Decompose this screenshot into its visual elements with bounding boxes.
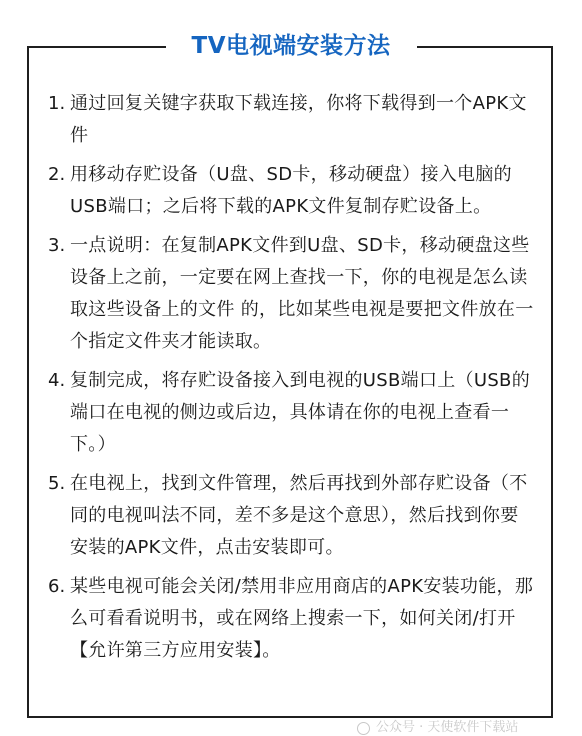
step-text: 用移动存贮设备（U盘、SD卡，移动硬盘）接入电脑的USB端口；之后将下载的APK文件复制存贮设备上。 <box>70 164 512 217</box>
page-title: TV电视端安装方法 <box>166 30 417 62</box>
step-text: 某些电视可能会关闭/禁用非应用商店的APK安装功能，那么可看看说明书，或在网络上搜索一下，如何关闭/打开【允许第三方应用安装】。 <box>70 576 534 661</box>
step-item-5 <box>48 468 534 564</box>
step-number: 6. <box>48 576 66 597</box>
step-text: 在电视上，找到文件管理，然后再找到外部存贮设备（不同的电视叫法不同，差不多是这个意思），然后找到你要安装的APK文件，点击安装即可。 <box>70 473 528 558</box>
watermark-text: 公众号 · 天使软件下载站 <box>376 720 519 735</box>
step-item-3 <box>48 230 534 358</box>
step-text: 复制完成，将存贮设备接入到电视的USB端口上（USB的端口在电视的侧边或后边，具体请在你的电视上查看一下。） <box>70 370 530 455</box>
step-item-6 <box>48 571 534 667</box>
step-text: 一点说明：在复制APK文件到U盘、SD卡，移动硬盘这些设备上之前，一定要在网上查找一下，你的电视是怎么读取这些设备上的文件 的，比如某些电视是要把文件放在一个指定文件夹才能读取。 <box>70 235 534 352</box>
step-number: 2. <box>48 164 66 185</box>
step-number: 4. <box>48 370 66 391</box>
watermark <box>357 720 518 736</box>
step-item-2 <box>48 159 534 223</box>
step-text: 通过回复关键字获取下载连接，你将下载得到一个APK文件 <box>70 93 527 146</box>
step-item-4 <box>48 365 534 461</box>
step-number: 3. <box>48 235 66 256</box>
step-item-1 <box>48 88 534 152</box>
step-number: 5. <box>48 473 66 494</box>
title-bar <box>0 30 582 62</box>
steps-list <box>48 88 534 674</box>
step-number: 1. <box>48 93 66 114</box>
